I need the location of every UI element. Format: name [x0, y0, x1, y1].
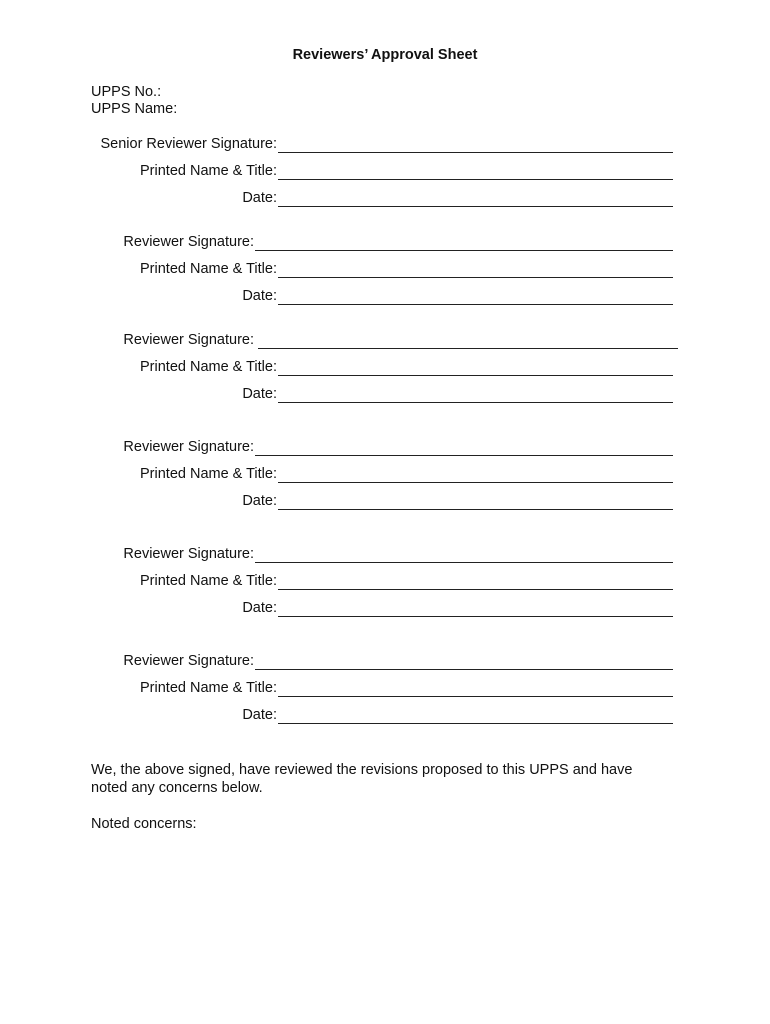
reviewer-3-date-line[interactable]: [278, 509, 673, 510]
reviewer-5-signature-row: [0, 651, 770, 671]
reviewer-4-name-label: Printed Name & Title:: [140, 573, 277, 589]
reviewer-3-date-row: [0, 491, 770, 511]
noted-concerns-label: Noted concerns:: [91, 816, 197, 832]
reviewer-4-name-row: [0, 571, 770, 591]
reviewer-4-signature-label: Reviewer Signature:: [123, 546, 254, 562]
reviewer-1-name-line[interactable]: [278, 277, 673, 278]
reviewer-1-signature-row: [0, 232, 770, 252]
senior-reviewer-signature-label: Senior Reviewer Signature:: [100, 136, 277, 152]
reviewer-2-name-label: Printed Name & Title:: [140, 359, 277, 375]
senior-reviewer-name-label: Printed Name & Title:: [140, 163, 277, 179]
reviewer-5-name-row: [0, 678, 770, 698]
senior-reviewer-signature-row: [0, 134, 770, 154]
reviewer-2-date-line[interactable]: [278, 402, 673, 403]
reviewer-3-signature-row: [0, 437, 770, 457]
reviewer-1-name-row: [0, 259, 770, 279]
senior-reviewer-date-row: [0, 188, 770, 208]
reviewer-4-date-row: [0, 598, 770, 618]
reviewer-4-date-line[interactable]: [278, 616, 673, 617]
reviewer-5-name-line[interactable]: [278, 696, 673, 697]
reviewer-1-date-line[interactable]: [278, 304, 673, 305]
reviewer-1-name-label: Printed Name & Title:: [140, 261, 277, 277]
upps-name-label: UPPS Name:: [91, 101, 178, 117]
reviewer-4-name-line[interactable]: [278, 589, 673, 590]
senior-reviewer-date-label: Date:: [242, 190, 277, 206]
reviewer-4-signature-row: [0, 544, 770, 564]
reviewer-3-signature-label: Reviewer Signature:: [123, 439, 254, 455]
reviewer-2-signature-label: Reviewer Signature:: [123, 332, 254, 348]
senior-reviewer-signature-line[interactable]: [278, 152, 673, 153]
reviewer-2-signature-row: [0, 330, 770, 350]
reviewer-3-signature-line[interactable]: [255, 455, 673, 456]
page-title: Reviewers’ Approval Sheet: [292, 47, 478, 63]
reviewer-1-signature-line[interactable]: [255, 250, 673, 251]
reviewer-5-date-label: Date:: [242, 707, 277, 723]
reviewer-5-signature-line[interactable]: [255, 669, 673, 670]
reviewer-5-name-label: Printed Name & Title:: [140, 680, 277, 696]
reviewer-4-signature-line[interactable]: [255, 562, 673, 563]
reviewer-2-signature-line[interactable]: [258, 348, 678, 349]
reviewer-1-signature-label: Reviewer Signature:: [123, 234, 254, 250]
reviewer-2-name-line[interactable]: [278, 375, 673, 376]
reviewer-2-name-row: [0, 357, 770, 377]
reviewer-2-date-label: Date:: [242, 386, 277, 402]
reviewer-1-date-row: [0, 286, 770, 306]
reviewer-5-date-row: [0, 705, 770, 725]
reviewer-2-date-row: [0, 384, 770, 404]
senior-reviewer-name-row: [0, 161, 770, 181]
reviewer-3-date-label: Date:: [242, 493, 277, 509]
senior-reviewer-date-line[interactable]: [278, 206, 673, 207]
reviewer-1-date-label: Date:: [242, 288, 277, 304]
reviewer-3-name-label: Printed Name & Title:: [140, 466, 277, 482]
reviewer-3-name-row: [0, 464, 770, 484]
reviewer-5-date-line[interactable]: [278, 723, 673, 724]
upps-no-label: UPPS No.:: [91, 84, 162, 100]
senior-reviewer-name-line[interactable]: [278, 179, 673, 180]
review-statement: We, the above signed, have reviewed the revisions proposed to this UPPS and have noted any concerns below.: [91, 762, 633, 796]
reviewer-4-date-label: Date:: [242, 600, 277, 616]
reviewer-5-signature-label: Reviewer Signature:: [123, 653, 254, 669]
reviewer-3-name-line[interactable]: [278, 482, 673, 483]
